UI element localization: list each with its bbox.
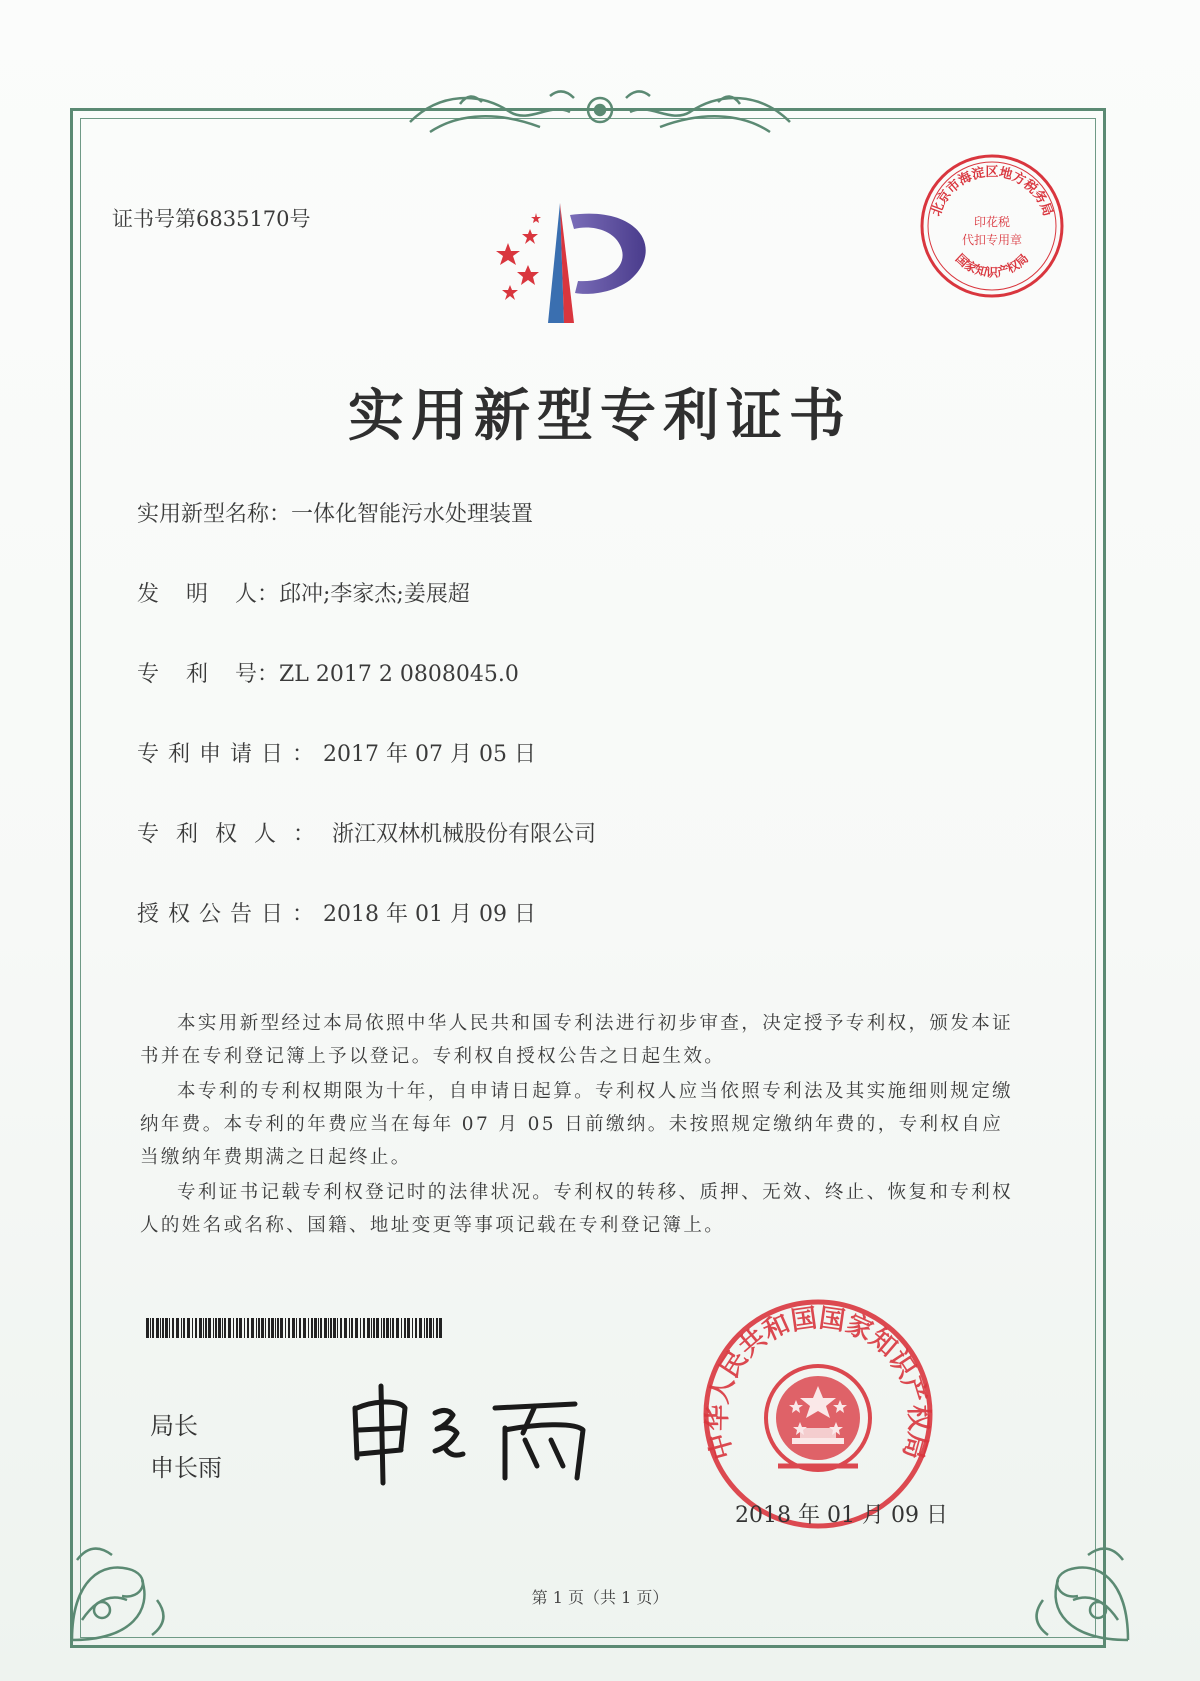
certificate-body-text bbox=[140, 1007, 1020, 1244]
cert-number-value: 6835170 bbox=[196, 207, 290, 231]
barcode-bar bbox=[330, 1318, 332, 1338]
field-grant-date-value: 2018 年 01 月 09 日 bbox=[323, 902, 536, 927]
barcode-bar bbox=[156, 1318, 159, 1338]
barcode-bar bbox=[258, 1318, 260, 1338]
barcode-bar bbox=[349, 1318, 350, 1338]
director-signature-icon bbox=[345, 1378, 605, 1488]
barcode-bar bbox=[251, 1318, 254, 1338]
barcode-bar bbox=[187, 1318, 190, 1338]
body-paragraph-1: 本实用新型经过本局依照中华人民共和国专利法进行初步审查，决定授予专利权，颁发本证书并在专利登记簿上予以登记。专利权自授权公告之日起生效。 bbox=[140, 1013, 1014, 1067]
barcode-bar bbox=[320, 1318, 322, 1338]
page-number: 第 1 页（共 1 页） bbox=[531, 1588, 669, 1607]
tax-stamp-seal-icon bbox=[918, 152, 1066, 300]
barcode-bar bbox=[224, 1318, 226, 1338]
barcode-bar bbox=[165, 1318, 168, 1338]
barcode-bar bbox=[415, 1318, 417, 1338]
corner-ornament-right-icon bbox=[988, 1500, 1138, 1650]
field-name-label: 实用新型名称： bbox=[137, 502, 292, 527]
barcode-bar bbox=[208, 1318, 211, 1338]
barcode-bar bbox=[355, 1318, 358, 1338]
director-title: 局长 bbox=[150, 1412, 198, 1440]
field-inventor-value: 邱冲;李家杰;姜展超 bbox=[279, 582, 470, 607]
top-ornament-icon bbox=[400, 82, 800, 144]
barcode-bar bbox=[381, 1318, 382, 1338]
field-application-date bbox=[137, 737, 536, 768]
field-holder-label: 专利权人： bbox=[137, 822, 333, 847]
field-patent-number bbox=[137, 657, 519, 688]
barcode-bar bbox=[228, 1318, 231, 1338]
barcode-bar bbox=[215, 1318, 217, 1338]
barcode-bar bbox=[150, 1318, 151, 1338]
barcode-bar bbox=[239, 1318, 242, 1338]
barcode-icon bbox=[146, 1318, 442, 1338]
tax-seal-bottom-text: 国家知识产权局 bbox=[952, 251, 1032, 280]
barcode-bar bbox=[146, 1318, 149, 1338]
barcode-bar bbox=[183, 1318, 185, 1338]
field-utility-model-name bbox=[137, 497, 533, 528]
barcode-bar bbox=[261, 1318, 264, 1338]
barcode-bar bbox=[213, 1318, 214, 1338]
barcode-bar bbox=[351, 1318, 353, 1338]
barcode-bar bbox=[292, 1318, 295, 1338]
field-patent-value: ZL 2017 2 0808045.0 bbox=[279, 662, 519, 687]
barcode-bar bbox=[373, 1318, 375, 1338]
barcode-bar bbox=[363, 1318, 365, 1338]
barcode-bar bbox=[199, 1318, 202, 1338]
barcode-bar bbox=[275, 1318, 276, 1338]
field-patent-label-2: 利 bbox=[186, 662, 209, 687]
barcode-bar bbox=[280, 1318, 283, 1338]
barcode-bar bbox=[367, 1318, 370, 1338]
barcode-bar bbox=[152, 1318, 154, 1338]
field-patent-label-3: 号： bbox=[235, 662, 280, 687]
barcode-bar bbox=[195, 1318, 197, 1338]
field-grant-date bbox=[137, 897, 536, 928]
barcode-bar bbox=[218, 1318, 221, 1338]
field-apply-date-value: 2017 年 07 月 05 日 bbox=[323, 742, 536, 767]
barcode-bar bbox=[288, 1318, 290, 1338]
main-seal-ring-text: 中华人民共和国国家知识产权局 bbox=[702, 1303, 934, 1463]
barcode-bar bbox=[181, 1318, 182, 1338]
barcode-bar bbox=[390, 1318, 391, 1338]
field-holder-value: 浙江双林机械股份有限公司 bbox=[332, 822, 597, 847]
barcode-bar bbox=[404, 1318, 406, 1338]
barcode-bar bbox=[396, 1318, 399, 1338]
barcode-bar bbox=[205, 1318, 207, 1338]
svg-text:国家知识产权局 bbox=[953, 251, 1031, 279]
field-inventor-label-2: 明 bbox=[186, 582, 209, 607]
field-apply-date-label: 专利申请日： bbox=[137, 742, 324, 767]
barcode-bar bbox=[271, 1318, 274, 1338]
cert-number-suffix: 号 bbox=[289, 207, 311, 231]
barcode-bar bbox=[203, 1318, 204, 1338]
barcode-bar bbox=[392, 1318, 394, 1338]
field-inventor-label-3: 人： bbox=[235, 582, 280, 607]
field-name-value: 一体化智能污水处理装置 bbox=[291, 502, 534, 527]
barcode-bar bbox=[407, 1318, 410, 1338]
field-inventor bbox=[137, 577, 470, 608]
barcode-bar bbox=[386, 1318, 389, 1338]
barcode-bar bbox=[265, 1318, 266, 1338]
certificate-title: 实用新型专利证书 bbox=[348, 383, 852, 449]
corner-ornament-left-icon bbox=[62, 1500, 212, 1650]
barcode-bar bbox=[303, 1318, 306, 1338]
body-paragraph-2: 本专利的专利权期限为十年，自申请日起算。专利权人应当依照专利法及其实施细则规定缴纳年费。本专利的年费应当在每年 07 月 05 日前缴纳。未按照规定缴纳年费的，专利权自应当缴纳年费期满之日起终止。 bbox=[140, 1081, 1014, 1168]
body-paragraph-3: 专利证书记载专利权登记时的法律状况。专利权的转移、质押、无效、终止、恢复和专利权人的姓名或名称、国籍、地址变更等事项记载在专利登记簿上。 bbox=[140, 1182, 1014, 1236]
barcode-bar bbox=[256, 1318, 257, 1338]
field-patent-label-1: 专 bbox=[137, 662, 160, 687]
barcode-bar bbox=[429, 1318, 432, 1338]
barcode-bar bbox=[360, 1318, 361, 1338]
barcode-bar bbox=[344, 1318, 347, 1338]
director-name: 申长雨 bbox=[150, 1454, 222, 1482]
barcode-bar bbox=[318, 1318, 319, 1338]
barcode-bar bbox=[299, 1318, 301, 1338]
field-patent-holder bbox=[137, 817, 596, 848]
barcode-bar bbox=[436, 1318, 438, 1338]
barcode-bar bbox=[371, 1318, 372, 1338]
barcode-bar bbox=[160, 1318, 161, 1338]
cnipa-logo-icon bbox=[490, 195, 670, 335]
cnipa-official-seal-icon bbox=[700, 1296, 936, 1532]
barcode-bar bbox=[426, 1318, 428, 1338]
barcode-bar bbox=[277, 1318, 279, 1338]
tax-seal-center-line-1: 印花税 bbox=[973, 215, 1011, 229]
field-inventor-label-1: 发 bbox=[137, 582, 160, 607]
barcode-bar bbox=[308, 1318, 309, 1338]
barcode-bar bbox=[314, 1318, 317, 1338]
barcode-bar bbox=[337, 1318, 338, 1338]
barcode-bar bbox=[169, 1318, 170, 1338]
barcode-bar bbox=[333, 1318, 336, 1338]
barcode-bar bbox=[236, 1318, 238, 1338]
cert-number-label: 证书号第 bbox=[112, 207, 196, 231]
barcode-bar bbox=[162, 1318, 164, 1338]
barcode-bar bbox=[244, 1318, 245, 1338]
barcode-bar bbox=[192, 1318, 193, 1338]
barcode-bar bbox=[383, 1318, 385, 1338]
barcode-bar bbox=[222, 1318, 223, 1338]
tax-seal-ring-text: 北京市海淀区地方税务局 bbox=[928, 165, 1056, 219]
barcode-bar bbox=[376, 1318, 379, 1338]
barcode-bar bbox=[433, 1318, 434, 1338]
barcode-bar bbox=[439, 1318, 442, 1338]
tax-seal-center-line-2: 代扣专用章 bbox=[961, 233, 1023, 247]
barcode-bar bbox=[268, 1318, 270, 1338]
barcode-bar bbox=[328, 1318, 329, 1338]
barcode-bar bbox=[324, 1318, 327, 1338]
seal-date: 2018 年 01 月 09 日 bbox=[735, 1503, 948, 1528]
barcode-bar bbox=[172, 1318, 174, 1338]
barcode-bar bbox=[424, 1318, 425, 1338]
barcode-bar bbox=[412, 1318, 413, 1338]
barcode-bar bbox=[233, 1318, 234, 1338]
barcode-bar bbox=[176, 1318, 179, 1338]
barcode-bar bbox=[311, 1318, 313, 1338]
field-grant-date-label: 授权公告日： bbox=[137, 902, 324, 927]
barcode-bar bbox=[296, 1318, 297, 1338]
barcode-bar bbox=[419, 1318, 422, 1338]
barcode-bar bbox=[247, 1318, 249, 1338]
barcode-bar bbox=[340, 1318, 342, 1338]
certificate-number bbox=[112, 203, 311, 233]
barcode-bar bbox=[285, 1318, 286, 1338]
barcode-bar bbox=[401, 1318, 402, 1338]
